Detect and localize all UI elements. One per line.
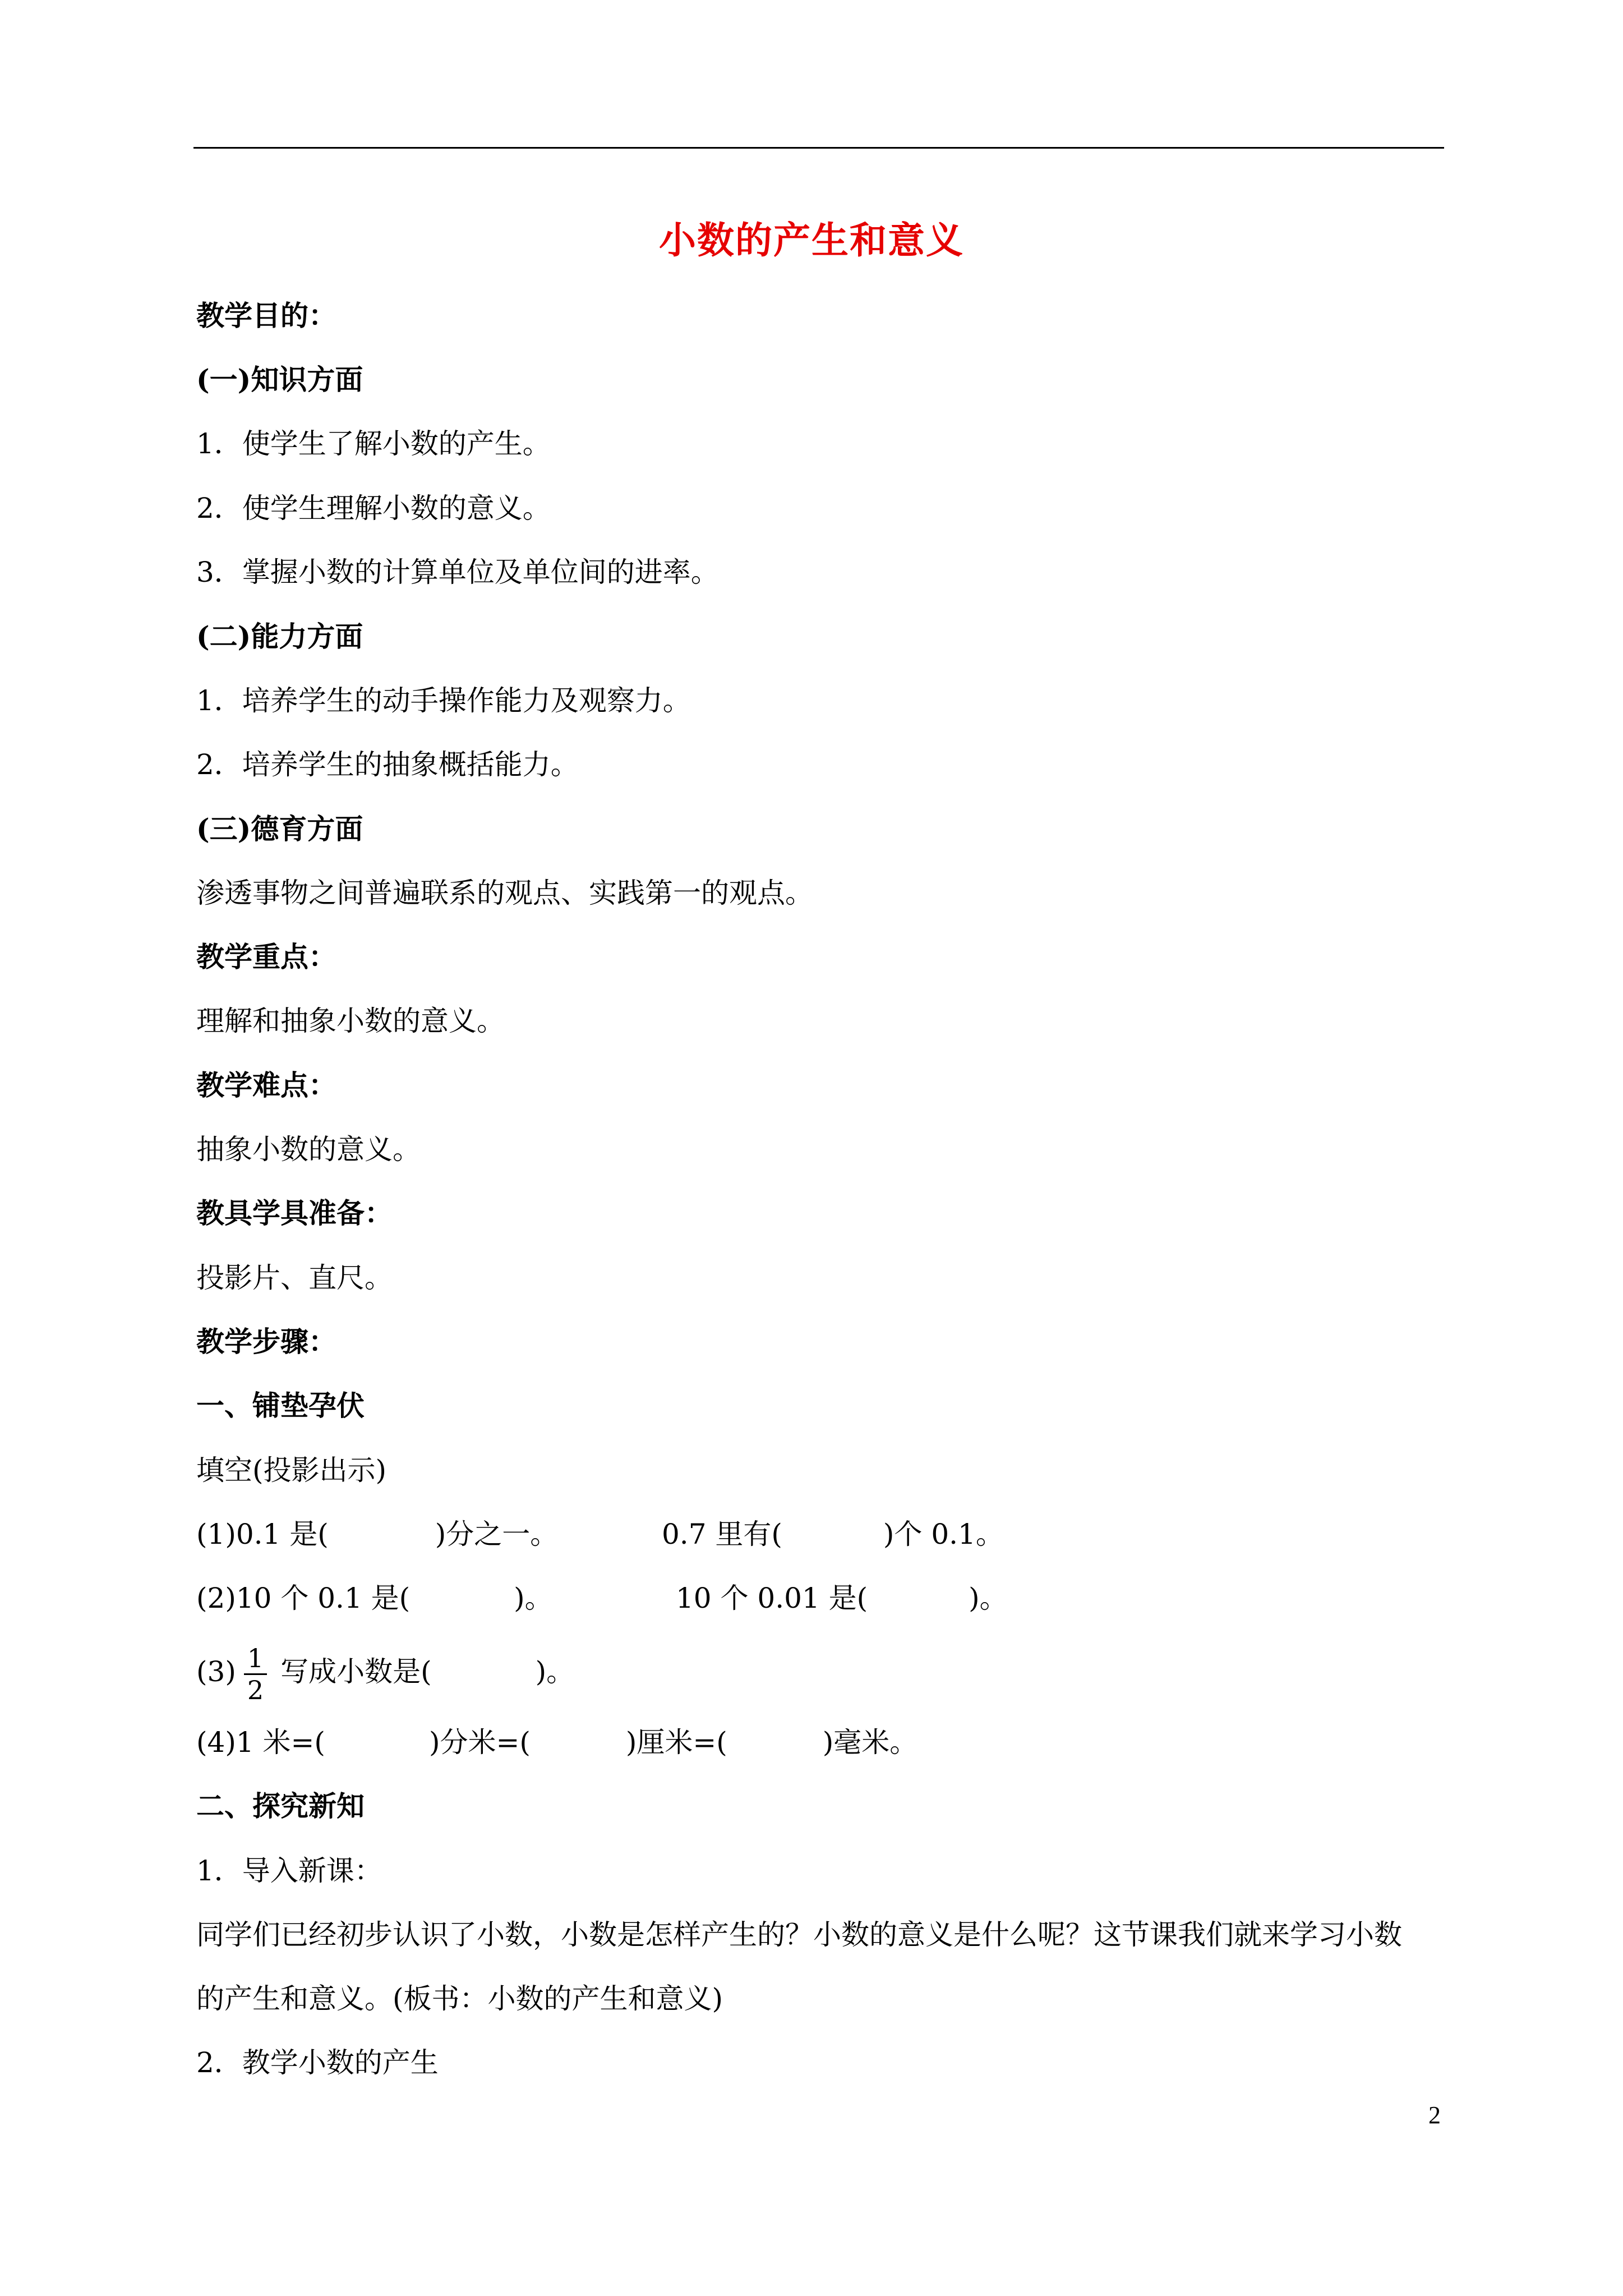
body-paragraph: 同学们已经初步认识了小数，小数是怎样产生的？小数的意义是什么呢？这节课我们就来学习小数: [196, 1918, 1402, 1951]
goal-line: 渗透事物之间普遍联系的观点、实践第一的观点。: [196, 877, 813, 909]
goal-line: 2．培养学生的抽象概括能力。: [196, 748, 579, 781]
heading-difficulties: 教学难点：: [196, 1069, 336, 1102]
document-title: 小数的产生和意义: [659, 218, 964, 262]
body-line: 1．导入新课：: [196, 1855, 382, 1887]
heading-key-points: 教学重点：: [196, 940, 336, 973]
heading-moral: (三)德育方面: [196, 812, 363, 845]
heading-section-2: 二、探究新知: [196, 1789, 365, 1823]
heading-ability: (二)能力方面: [196, 620, 363, 653]
body-line: 投影片、直尺。: [196, 1262, 393, 1294]
body-paragraph: 的产生和意义。(板书：小数的产生和意义): [196, 1982, 723, 2015]
fraction-one-half: $\frac{1}{2}$: [244, 1643, 267, 1705]
body-line: 2．教学小数的产生: [196, 2046, 439, 2079]
page-number: 2: [1428, 2101, 1441, 2129]
goal-line: 1．培养学生的动手操作能力及观察力。: [196, 684, 691, 717]
heading-knowledge: (一)知识方面: [196, 363, 363, 396]
heading-section-1: 一、铺垫孕伏: [196, 1389, 365, 1422]
exercise-2a: (2)10 个 0.1 是( )。: [196, 1582, 553, 1614]
exercise-1a: (1)0.1 是( )分之一。: [196, 1518, 559, 1550]
body-line: 填空(投影出示): [196, 1454, 387, 1487]
header-rule: [193, 147, 1444, 149]
exercise-2b: 10 个 0.01 是( )。: [676, 1582, 1008, 1614]
heading-steps: 教学步骤：: [196, 1325, 336, 1358]
exercise-4: (4)1 米=( )分米=( )厘米=( )毫米。: [196, 1726, 918, 1759]
heading-teaching-goals: 教学目的：: [196, 299, 336, 332]
exercise-1b: 0.7 里有( )个 0.1。: [662, 1518, 1004, 1550]
goal-line: 3．掌握小数的计算单位及单位间的进率。: [196, 556, 719, 588]
body-line: 理解和抽象小数的意义。: [196, 1005, 505, 1037]
body-line: 抽象小数的意义。: [196, 1133, 421, 1166]
exercise-3: (3) $\frac{1}{2}$ 写成小数是( )。: [196, 1642, 575, 1705]
goal-line: 2．使学生理解小数的意义。: [196, 492, 551, 524]
goal-line: 1．使学生了解小数的产生。: [196, 427, 551, 460]
heading-materials: 教具学具准备：: [196, 1197, 393, 1230]
